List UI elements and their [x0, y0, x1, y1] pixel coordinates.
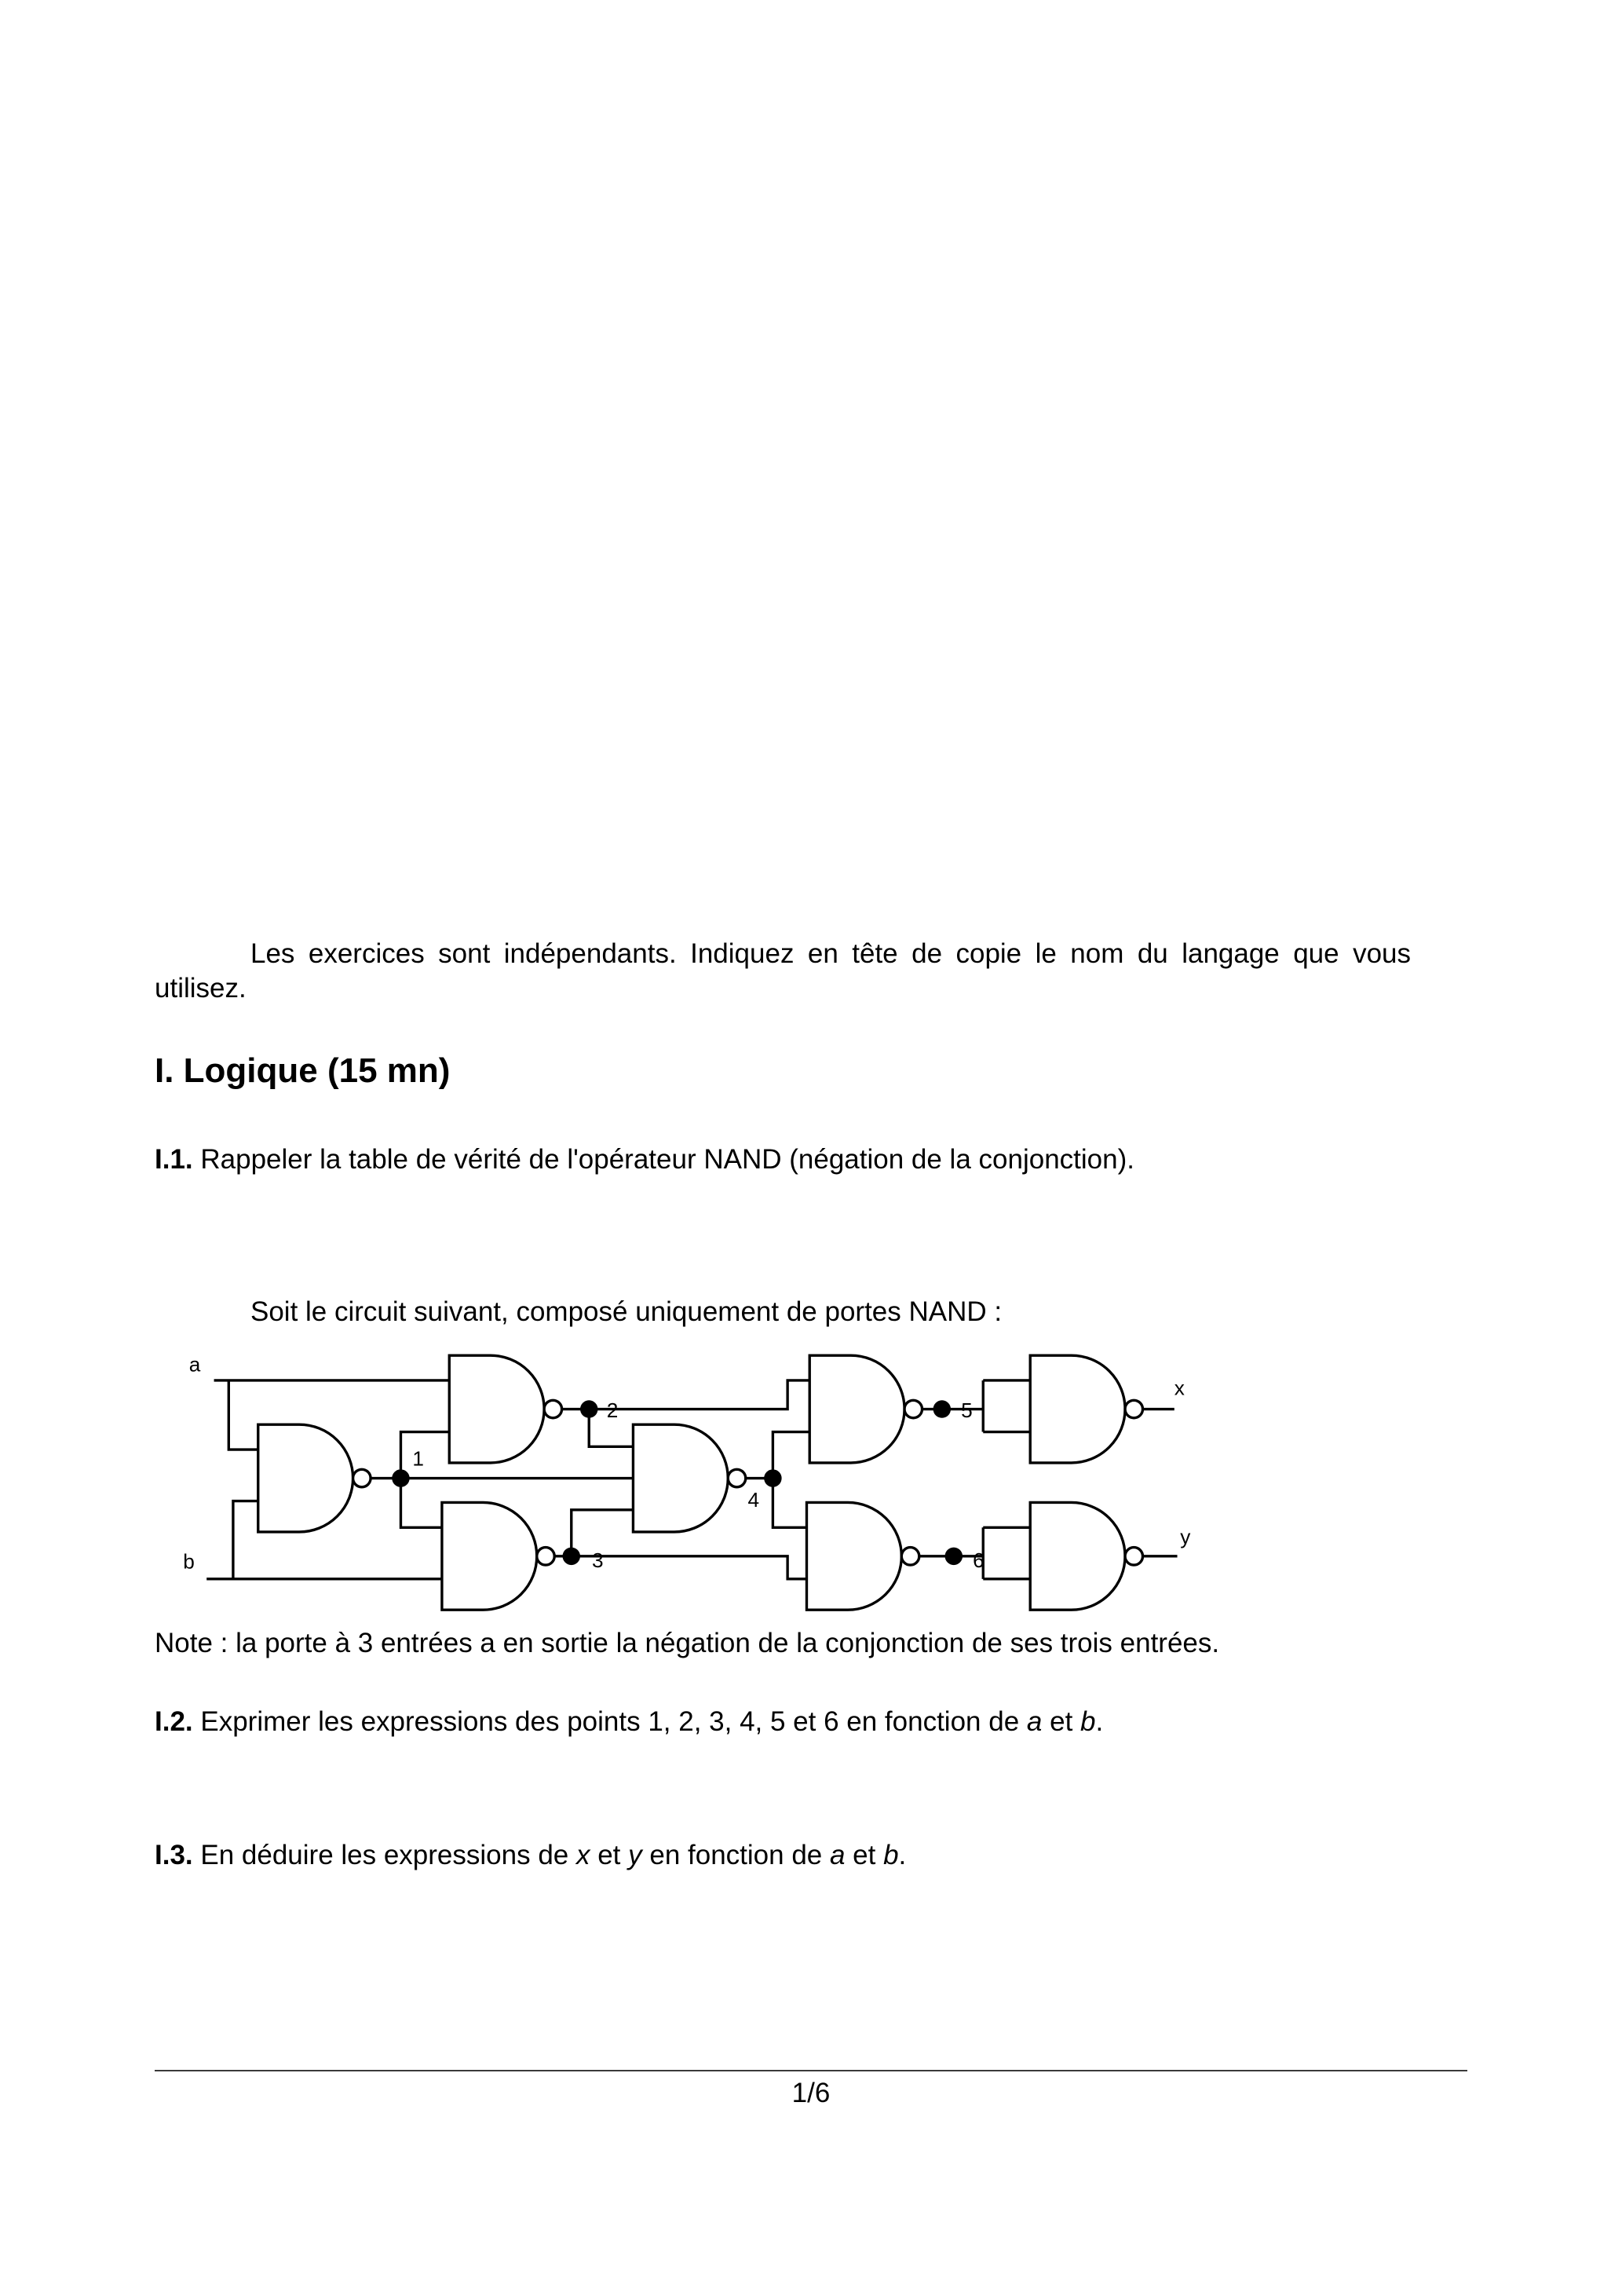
question-i2-pre: Exprimer les expressions des points 1, 2, 3, 4, 5 et 6 en fonction de	[192, 1706, 1027, 1737]
section-heading: I. Logique (15 mn)	[155, 1051, 451, 1090]
question-i3	[155, 1838, 1467, 1873]
question-i3-sep2: et	[845, 1840, 884, 1871]
label-point-2: 2	[606, 1398, 619, 1422]
label-point-5: 5	[961, 1398, 973, 1422]
junction-point-2	[580, 1400, 597, 1417]
nand-gate-8	[1030, 1502, 1142, 1610]
gates	[258, 1355, 1143, 1610]
nand-gate-7	[1030, 1355, 1142, 1463]
nand-circuit-svg	[163, 1333, 1207, 1613]
question-i3-var-a: a	[829, 1840, 846, 1871]
question-i2	[155, 1705, 1467, 1739]
junction-point-5	[933, 1400, 951, 1417]
junction-point-4	[764, 1469, 781, 1486]
question-i3-var-x: x	[575, 1840, 590, 1871]
junction-point-3	[563, 1547, 580, 1564]
junction-point-1	[392, 1469, 409, 1486]
label-output-x: x	[1174, 1376, 1185, 1400]
wire-4-to-gate6	[773, 1478, 806, 1527]
nand-gate-1	[258, 1424, 371, 1532]
note-paragraph: Note : la porte à 3 entrées a en sortie la négation de la conjonction de ses trois entrées.	[155, 1627, 1220, 1658]
wire-b-to-gate1	[233, 1501, 258, 1578]
label-point-4: 4	[747, 1487, 760, 1512]
question-i1	[155, 1143, 1467, 1177]
question-i1-text: Rappeler la table de vérité de l'opérateur NAND (négation de la conjonction).	[192, 1143, 1134, 1175]
question-i3-end: .	[898, 1840, 907, 1871]
question-i3-var-y: y	[628, 1840, 642, 1871]
circuit-diagram	[163, 1333, 1467, 1620]
page-number: 1/6	[791, 2078, 831, 2108]
question-i3-var-b: b	[883, 1840, 899, 1871]
nand-gate-3	[442, 1502, 554, 1610]
label-input-a: a	[188, 1352, 201, 1377]
nand-gate-4-three-input	[633, 1424, 745, 1532]
junction-point-6	[945, 1547, 963, 1564]
question-i3-pre: En déduire les expressions de	[192, 1840, 576, 1871]
circuit-intro: Soit le circuit suivant, composé uniquement de portes NAND :	[250, 1296, 1003, 1328]
question-i2-var-b: b	[1080, 1706, 1096, 1737]
label-point-6: 6	[973, 1548, 985, 1572]
question-i3-mid: en fonction de	[641, 1840, 830, 1871]
label-output-y: y	[1180, 1524, 1191, 1548]
label-input-b: b	[183, 1549, 195, 1574]
nand-gate-6	[806, 1502, 919, 1610]
label-point-1: 1	[412, 1446, 425, 1471]
page-content	[155, 937, 1467, 1874]
nand-gate-2	[449, 1355, 561, 1463]
wire-4-to-gate5	[773, 1431, 809, 1478]
question-i2-label: I.2.	[155, 1706, 193, 1737]
nand-gate-5	[809, 1355, 922, 1463]
label-point-3: 3	[591, 1548, 604, 1572]
question-i2-sep: et	[1042, 1706, 1081, 1737]
wire-1-to-gate3	[400, 1478, 441, 1527]
footer-rule	[155, 2070, 1467, 2071]
question-i1-label: I.1.	[155, 1143, 193, 1175]
wire-2-to-gate5	[562, 1380, 810, 1409]
question-i3-sep1: et	[590, 1840, 629, 1871]
question-i2-end: .	[1095, 1706, 1104, 1737]
intro-paragraph: Les exercices sont indépendants. Indiquez en tête de copie le nom du langage que vous utilisez.	[155, 938, 1411, 1004]
wire-1-to-gate2	[400, 1431, 449, 1478]
question-i2-var-a: a	[1026, 1706, 1043, 1737]
question-i3-label: I.3.	[155, 1840, 193, 1871]
wire-a-to-gate1	[228, 1380, 258, 1450]
